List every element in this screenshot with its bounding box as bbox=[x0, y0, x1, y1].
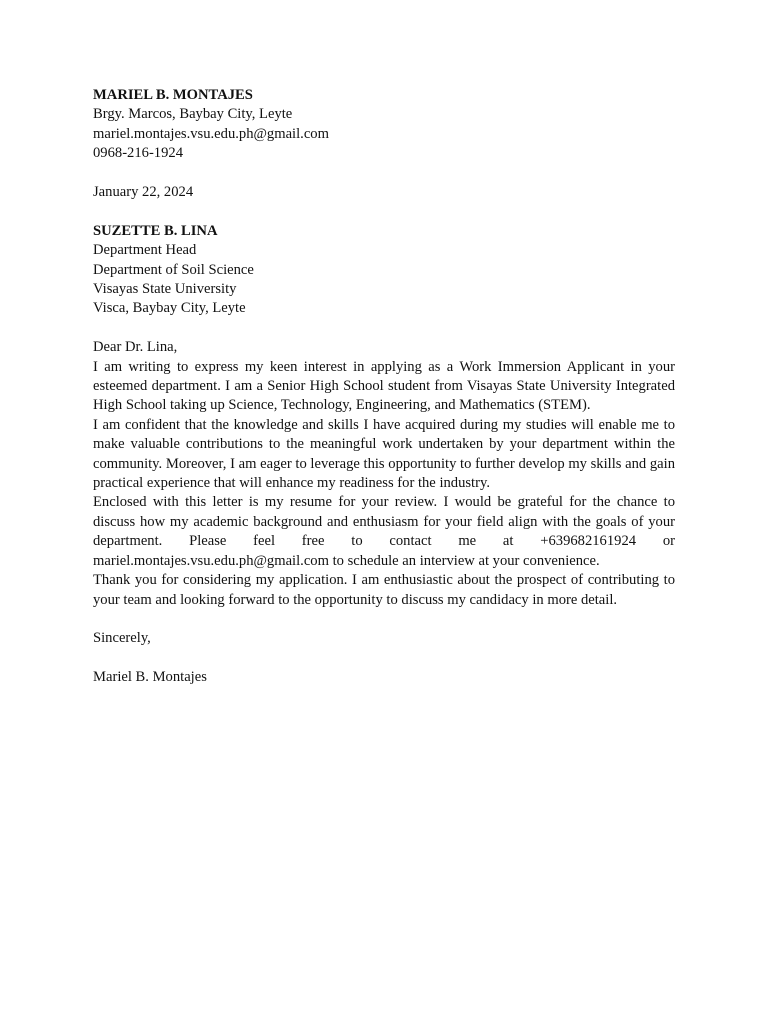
signature-block bbox=[93, 668, 675, 687]
recipient-block bbox=[93, 222, 675, 319]
sender-name: MARIEL B. MONTAJES bbox=[93, 87, 253, 103]
signature-name: Mariel B. Montajes bbox=[93, 669, 207, 686]
body-paragraph-2: I am confident that the knowledge and skills I have acquired during my studies will enable me to make valuable contributions to the meaningful work undertaken by your department within the community. Moreover, I am eager to leverage this opportunity to further develop my skills and gain practical experience that will enhance my readiness for the industry. bbox=[93, 416, 675, 492]
closing: Sincerely, bbox=[93, 630, 151, 647]
body-paragraph-4: Thank you for considering my application. I am enthusiastic about the prospect of contributing to your team and looking forward to the opportunity to discuss my candidacy in more detail. bbox=[93, 572, 675, 608]
recipient-address: Visca, Baybay City, Leyte bbox=[93, 300, 246, 317]
salutation: Dear Dr. Lina, bbox=[93, 339, 178, 356]
body-paragraph-3: Enclosed with this letter is my resume for your review. I would be grateful for the chance to discuss how my academic background and enthusiasm for your field align with the goals of your department. Please feel free to contact me at +639682161924 or mariel.montajes.vsu.edu.ph@gmail.com to schedule an interview at your convenience. bbox=[93, 494, 675, 569]
letter-date: January 22, 2024 bbox=[93, 184, 194, 201]
body-paragraph-1: I am writing to express my keen interest in applying as a Work Immersion Applicant in your esteemed department. I am a Senior High School student from Visayas State University Integrated High School taking up Science, Technology, Engineering, and Mathematics (STEM). bbox=[93, 358, 675, 414]
recipient-department: Department of Soil Science bbox=[93, 261, 254, 278]
recipient-name: SUZETTE B. LINA bbox=[93, 222, 218, 239]
sender-phone: 0968-216-1924 bbox=[93, 145, 183, 162]
date-block bbox=[93, 183, 675, 202]
closing-block bbox=[93, 629, 675, 648]
recipient-institution: Visayas State University bbox=[93, 281, 237, 298]
salutation-block bbox=[93, 338, 675, 357]
sender-block bbox=[93, 86, 675, 164]
sender-address: Brgy. Marcos, Baybay City, Leyte bbox=[93, 106, 293, 123]
recipient-title: Department Head bbox=[93, 242, 197, 259]
sender-email: mariel.montajes.vsu.edu.ph@gmail.com bbox=[93, 125, 329, 142]
